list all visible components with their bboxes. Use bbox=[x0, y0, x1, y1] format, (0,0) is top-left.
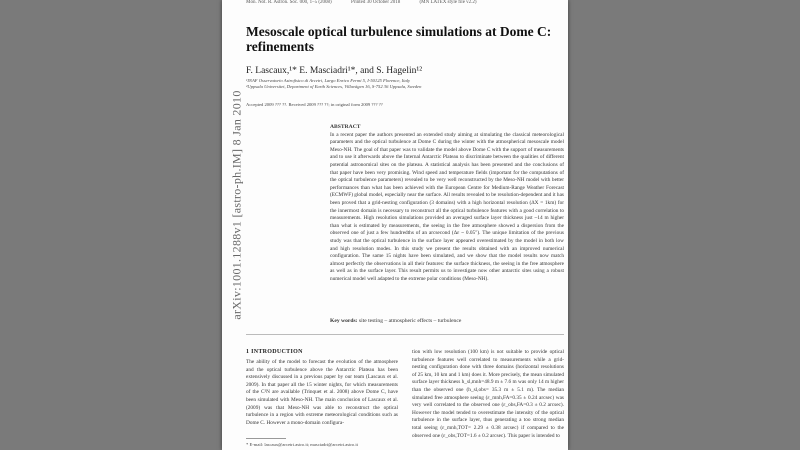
abstract-block bbox=[330, 124, 564, 283]
section-heading: 1 INTRODUCTION bbox=[246, 349, 303, 355]
affiliation-1: ¹INAF Osservatorio Astrofisico di Arcetri, Largo Enrico Fermi 5, I-50125 Florence, Italy bbox=[246, 78, 411, 83]
intro-column-right: tion with low resolution (100 km) is not suitable to provide optical turbulence features well correlated to measurements while a grid-nesting configuration done with three domains (horizontal resolutions of 25 km, 10 km and 1 km) does it. More precisely, the mean simulated surface layer thickness h_sl,mnh=48.9 m ± 7.6 m was only 14 m higher than the observed one (h_sl,obs= 35.3 m ± 5.1 m). The median simulated free atmosphere seeing (ε_mnh,FA=0.35 ± 0.24 arcsec) was very well correlated to the observed one (ε_obs,FA=0.3 ± 0.2 arcsec). However the model tended to overestimate the intensity of the optical turbulence in the surface layer, thus generating a too strong median total seeing (ε_mnh,TOT= 2.29 ± 0.38 arcsec) if compared to the observed one (ε_obs,TOT=1.6 ± 0.2 arcsec). This paper is intended to bbox=[412, 349, 564, 439]
intro-column-left: The ability of the model to forecast the evolution of the atmosphere and the optical turbulence above the Antarctic Plateau has been extensively discussed in a previous paper by our team (Lascaux et al. 2009). In that paper all the 15 winter nights, for which measurements of the C²N are available (Trinquet et al. 2008) above Dome C, have been simulated with Meso-NH. The main conclusion of Lascaux et al. (2009) was that Meso-NH was able to reconstruct the optical turbulence in a region with extreme meteorological conditions such as Dome C. However a mono-domain configura- bbox=[246, 359, 398, 426]
keywords bbox=[330, 318, 564, 324]
divider bbox=[246, 334, 564, 335]
journal-citation: Mon. Not. R. Astron. Soc. 000, 1–5 (2008) bbox=[246, 0, 332, 5]
arxiv-stamp bbox=[222, 90, 252, 320]
paper-title: Mesoscale optical turbulence simulations at Dome C: refinements bbox=[246, 24, 552, 54]
keywords-text: site testing – atmospheric effects – turbulence bbox=[358, 318, 462, 324]
affiliation-2: ²Uppsala Universitet, Department of Earth Sciences, Villavägen 16, S-752 36 Uppsala, Sweden bbox=[246, 84, 422, 89]
abstract-text: In a recent paper the authors presented an extended study aiming at simulating the classical meteorological parameters and the optical turbulence at Dome C during the winter with the atmospherical mesoscale model Meso-NH. The goal of that paper was to validate the model above Dome C with the support of measurements and to use it afterwards above the Internal Antarctic Plateau to discriminate between the qualities of different potential astronomical sites on the plateau. A statistical analysis has been presented and the conclusions of that paper have been very promising. Wind speed and temperature fields (important for the computations of the optical turbulence parameters) revealed to be very well reconstructed by the Meso-NH model with better performances than what has been achieved with the European Centre for Medium-Range Weather Forecast (ECMWF) global model, especially near the surface. All results revealed to be resolution-dependent and it has been proved that a grid-nesting configuration (3 domains) with a high horizontal resolution (ΔX = 1km) for the innermost domain is necessary to reconstruct all the optical turbulence features with a good correlation to measurements. High resolution simulations provided an averaged surface layer thickness just ~14 m higher than what is estimated by measurements, the seeing in the free atmosphere showed a dispersion from the observed one of just a few hundredths of an arcsecond (Δε ~ 0.05″). The unique limitation of the previous study was that the optical turbulence in the surface layer appeared overestimated by the model in both low and high resolution modes. In this study we present the results obtained with an improved numerical configuration. The same 15 nights have been simulated, and we show that the model results now match almost perfectly the observations in all their features: the surface thickness, the seeing in the free atmosphere as well as in the surface layer. This result permits us to investigate now other antarctic sites using a robust numerical model well adapted to the extreme polar conditions (Meso-NH). bbox=[330, 131, 564, 282]
footnote-rule bbox=[246, 438, 286, 439]
arxiv-stamp-text: arXiv:1001.1288v1 [astro-ph.IM] 8 Jan 2010 bbox=[229, 90, 244, 320]
keywords-label: Key words: bbox=[330, 318, 358, 324]
paper-page bbox=[222, 0, 568, 450]
running-header bbox=[246, 0, 495, 5]
author-list: F. Lascaux,¹* E. Masciadri¹*, and S. Hagelin¹² bbox=[246, 66, 423, 76]
printed-date: Printed 30 October 2018 bbox=[350, 0, 401, 5]
abstract-heading: ABSTRACT bbox=[330, 124, 361, 130]
style-file: (MN LATEX style file v2.2) bbox=[419, 0, 477, 5]
footnote-email: * E-mail: lascaux@arcetri.astro.it; masciadri@arcetri.astro.it bbox=[246, 442, 358, 447]
accepted-line: Accepted 2009 ??? ??. Received 2009 ??? ??; in original form 2009 ??? ?? bbox=[246, 102, 383, 107]
